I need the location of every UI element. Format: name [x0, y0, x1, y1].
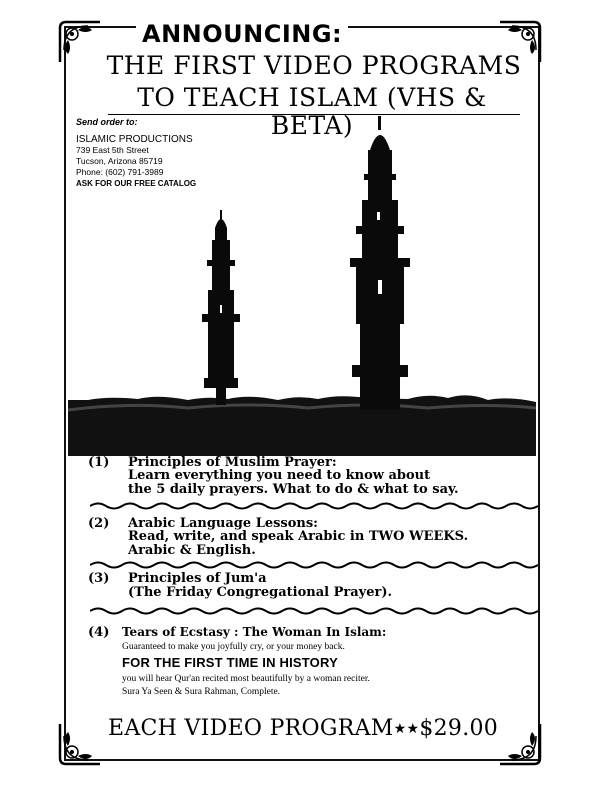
footer-label: EACH VIDEO PROGRAM — [108, 716, 394, 741]
program-title: Arabic Language Lessons: — [128, 516, 318, 531]
program-description: Read, write, and speak Arabic in TWO WEEKS. — [128, 529, 469, 544]
corner-ornament — [498, 722, 542, 766]
announcing-heading: ANNOUNCING: — [136, 20, 348, 48]
program-description: (The Friday Congregational Prayer). — [128, 585, 392, 600]
wavy-divider — [90, 501, 538, 511]
program-description: Guaranteed to make you joyfully cry, or your money back. — [122, 642, 345, 652]
order-address-block — [76, 117, 196, 189]
phone-number: Phone: (602) 791-3989 — [76, 167, 164, 177]
corner-ornament — [58, 20, 102, 64]
program-description: Learn everything you need to know about — [128, 468, 431, 483]
program-number: (1) — [88, 455, 110, 470]
street-address: 739 East 5th Street — [76, 145, 149, 155]
program-description: the 5 daily prayers. What to do & what to say. — [128, 482, 459, 497]
program-number: (4) — [88, 625, 110, 640]
program-description: you will hear Qur'an recited most beautifully by a woman reciter. — [122, 674, 370, 684]
headline-underline — [108, 114, 520, 115]
price-footer — [108, 716, 498, 742]
program-title: Principles of Muslim Prayer: — [128, 455, 337, 470]
headline-line-1: THE FIRST VIDEO PROGRAMS — [106, 51, 522, 80]
headline-line-2: TO TEACH ISLAM (VHS & BETA) — [137, 83, 487, 140]
order-heading: Send order to: — [76, 117, 138, 127]
program-description: Sura Ya Seen & Sura Rahman, Complete. — [122, 687, 281, 697]
price: $29.00 — [419, 716, 499, 741]
program-title: Principles of Jum'a — [128, 571, 267, 586]
city-address: Tucson, Arizona 85719 — [76, 156, 163, 166]
program-highlight: FOR THE FIRST TIME IN HISTORY — [122, 655, 338, 670]
star-ornament: ★★ — [393, 721, 420, 737]
wavy-divider — [90, 606, 538, 616]
corner-ornament — [58, 722, 102, 766]
program-number: (3) — [88, 571, 110, 586]
wavy-divider — [90, 560, 538, 570]
program-description: Arabic & English. — [128, 543, 256, 558]
catalog-offer: ASK FOR OUR FREE CATALOG — [76, 179, 197, 188]
company-name: ISLAMIC PRODUCTIONS — [76, 134, 193, 145]
program-title: Tears of Ecstasy : The Woman In Islam: — [122, 625, 387, 639]
program-number: (2) — [88, 516, 110, 531]
